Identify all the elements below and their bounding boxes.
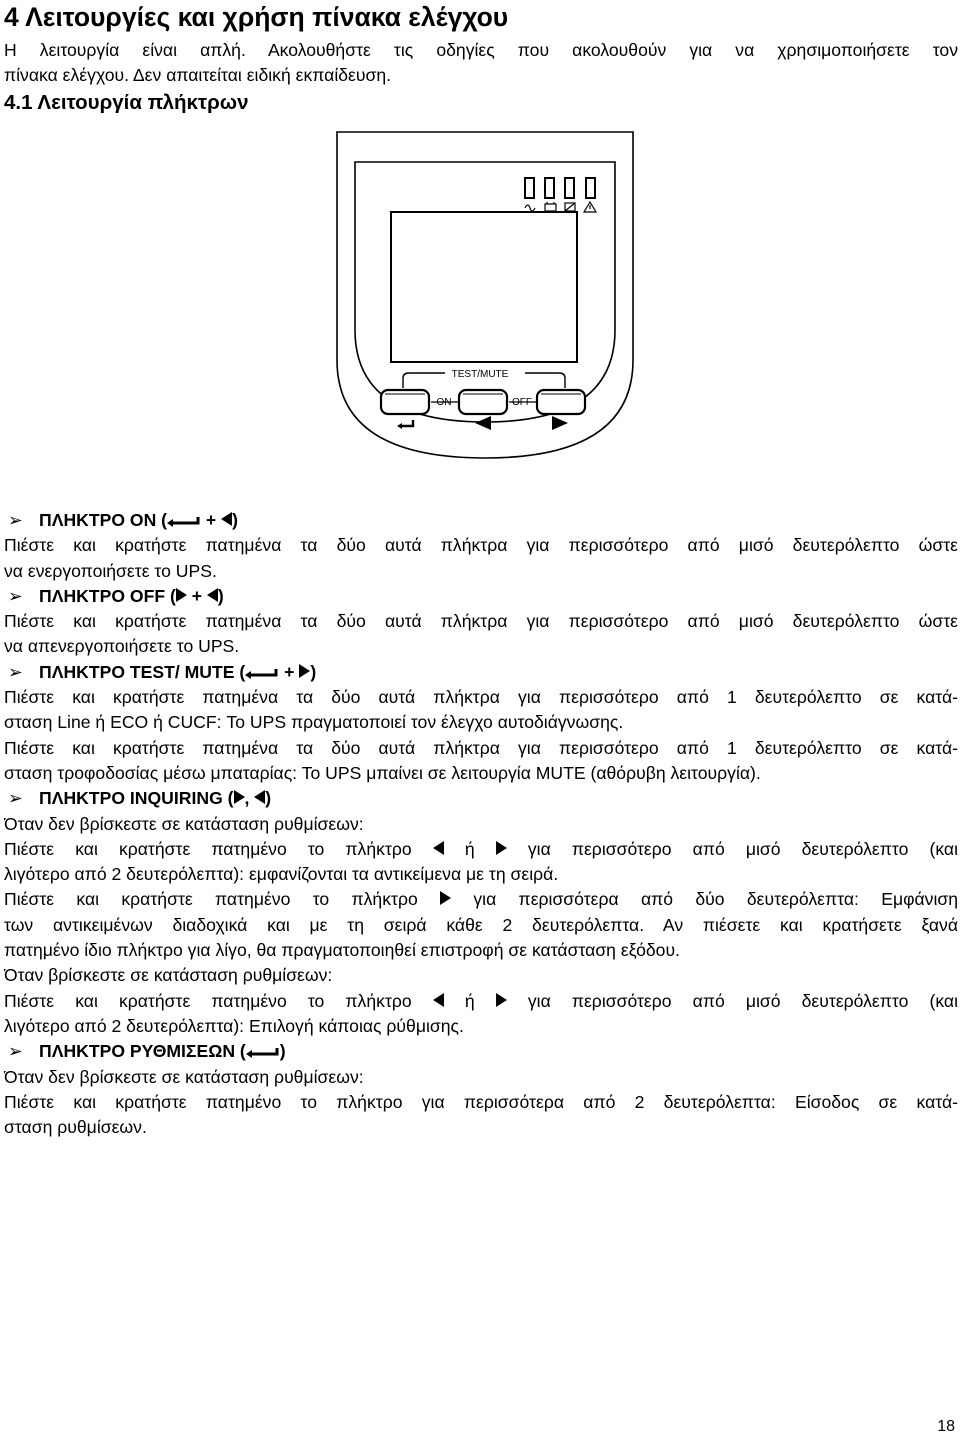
bullet-arrow-icon: ➢	[8, 1041, 23, 1062]
left-arrow-icon	[221, 512, 232, 526]
bullet-arrow-icon: ➢	[8, 585, 23, 606]
inquiring-key-text: Όταν βρίσκεστε σε κατάσταση ρυθμίσεων:	[4, 965, 333, 986]
bullet-arrow-icon: ➢	[8, 661, 23, 682]
on-key-text: Πιέστε και κρατήστε πατημένα τα δύο αυτά πλήκτρα για περισσότερο από μισό δευτερόλεπτο ώστε	[4, 535, 958, 556]
on-key-text: να ενεργοποιήσετε το UPS.	[4, 560, 217, 581]
inquiring-key-text: Πιέστε και κρατήστε πατημένο το πλήκτρο ή για περισσότερο από μισό δευτερόλεπτο (και	[4, 990, 958, 1011]
inquiring-key-text: Όταν δεν βρίσκεστε σε κατάσταση ρυθμίσεων:	[4, 813, 364, 834]
left-arrow-icon	[254, 790, 265, 804]
right-arrow-icon	[496, 841, 507, 855]
settings-key-text: Πιέστε και κρατήστε πατημένο το πλήκτρο για περισσότερα από 2 δευτερόλεπτα: Είσοδος σε κατά-	[4, 1091, 958, 1112]
led-indicator	[545, 178, 554, 198]
right-arrow-icon	[440, 891, 451, 905]
test-mute-label: TEST/MUTE	[451, 369, 509, 380]
bullet-arrow-icon: ➢	[8, 510, 23, 530]
enter-button[interactable]	[381, 390, 429, 414]
key-descriptions	[4, 508, 958, 1140]
enter-icon	[167, 515, 201, 527]
inquiring-key-text: Πιέστε και κρατήστε πατημένο το πλήκτρο ή για περισσότερο από μισό δευτερόλεπτο (και	[4, 838, 958, 859]
bullet-arrow-icon: ➢	[8, 788, 23, 809]
off-key-text: να απενεργοποιήσετε το UPS.	[4, 636, 240, 657]
test-mute-key-heading: ➢ ΠΛΗΚΤΡΟ TEST/ MUTE ( + )	[4, 660, 958, 685]
off-key-heading: ➢ ΠΛΗΚΤΡΟ OFF ( + )	[4, 584, 958, 609]
settings-key-text: σταση ρυθμίσεων.	[4, 1117, 147, 1138]
control-panel-diagram	[335, 130, 635, 460]
left-arrow-icon	[207, 588, 218, 602]
inquiring-key-heading: ➢ ΠΛΗΚΤΡΟ INQUIRING ( , )	[4, 786, 958, 811]
right-arrow-icon	[234, 790, 245, 804]
lcd-screen	[391, 212, 577, 362]
test-mute-key-text: σταση τροφοδοσίας μέσω μπαταρίας: Το UPS μπαίνει σε λειτουργία MUTE (αθόρυβη λειτουργία).	[4, 762, 761, 783]
right-button[interactable]	[537, 390, 585, 414]
inquiring-key-text: πατημένο ίδιο πλήκτρο για λίγο, θα πραγματοποιηθεί επιστροφή σε κατάσταση εξόδου.	[4, 940, 680, 961]
inquiring-key-text: λιγότερο από 2 δευτερόλεπτα): Επιλογή κάποιας ρύθμισης.	[4, 1015, 464, 1036]
on-label: ON	[436, 397, 452, 408]
settings-key-heading: ➢ ΠΛΗΚΤΡΟ ΡΥΘΜΙΣΕΩΝ ( )	[4, 1039, 958, 1064]
led-indicator	[586, 178, 595, 198]
test-mute-key-text: Πιέστε και κρατήστε πατημένα τα δύο αυτά πλήκτρα για περισσότερο από 1 δευτερόλεπτο σε κατά-	[4, 687, 958, 708]
enter-icon	[246, 1046, 280, 1058]
intro-line: Η λειτουργία είναι απλή. Ακολουθήστε τις οδηγίες που ακολουθούν για να χρησιμοποιήσετε τον	[4, 40, 958, 60]
left-arrow-icon	[475, 416, 491, 430]
right-arrow-icon	[552, 416, 568, 430]
enter-icon	[245, 667, 279, 679]
right-arrow-icon	[176, 588, 187, 602]
test-mute-key-text: Πιέστε και κρατήστε πατημένα τα δύο αυτά πλήκτρα για περισσότερο από 1 δευτερόλεπτο σε κατά-	[4, 737, 958, 758]
led-indicator	[525, 178, 534, 198]
intro-line: πίνακα ελέγχου. Δεν απαιτείται ειδική εκπαίδευση.	[4, 65, 392, 85]
page-title: 4 Λειτουργίες και χρήση πίνακα ελέγχου	[4, 2, 509, 32]
ac-wave-icon	[525, 205, 535, 211]
left-arrow-icon	[433, 841, 444, 855]
test-mute-key-text: σταση Line ή ECO ή CUCF: Το UPS πραγματοποιεί τον έλεγχο αυτοδιάγνωσης.	[4, 712, 624, 733]
left-arrow-icon	[433, 993, 444, 1007]
left-button[interactable]	[459, 390, 507, 414]
inquiring-key-text: Πιέστε και κρατήστε πατημένο το πλήκτρο για περισσότερα από δύο δευτερόλεπτα: Εμφάνιση	[4, 889, 958, 910]
inquiring-key-text: λιγότερο από 2 δευτερόλεπτα): εμφανίζονται τα αντικείμενα με τη σειρά.	[4, 864, 559, 885]
section-subtitle: 4.1 Λειτουργία πλήκτρων	[4, 91, 249, 114]
off-label: OFF	[512, 397, 532, 408]
battery-icon	[545, 202, 556, 211]
settings-key-text: Όταν δεν βρίσκεστε σε κατάσταση ρυθμίσεων:	[4, 1066, 364, 1087]
intro-paragraph	[4, 38, 958, 88]
enter-icon	[397, 420, 413, 429]
right-arrow-icon	[299, 664, 310, 678]
on-key-heading: ➢ ΠΛΗΚΤΡΟ ON ( + )	[4, 508, 958, 533]
right-arrow-icon	[496, 993, 507, 1007]
off-key-text: Πιέστε και κρατήστε πατημένα τα δύο αυτά πλήκτρα για περισσότερο από μισό δευτερόλεπτο ώστε	[4, 611, 958, 632]
inquiring-key-text: των αντικειμένων διαδοχικά και με τη σειρά κάθε 2 δευτερόλεπτα. Αν πιέσετε και κρατήσετε ξανά	[4, 914, 958, 935]
led-indicator	[565, 178, 574, 198]
bypass-icon	[565, 203, 575, 211]
page-number: 18	[937, 1418, 955, 1435]
